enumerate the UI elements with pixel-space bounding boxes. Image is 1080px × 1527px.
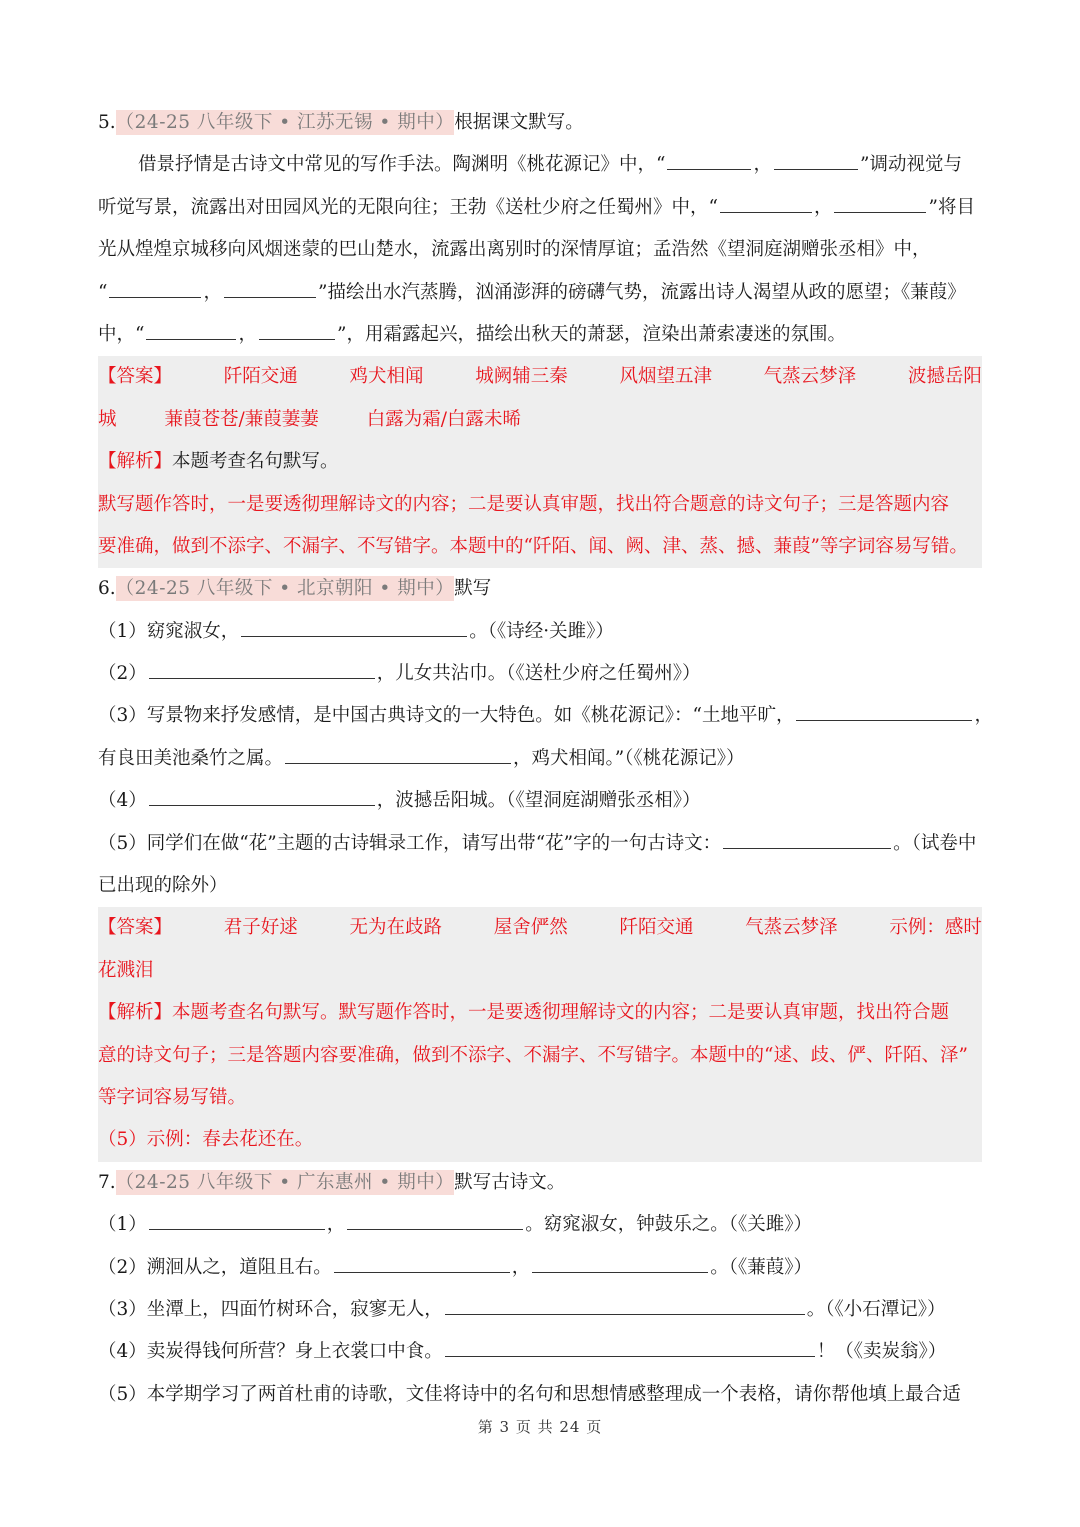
answer-item: 阡陌交通 — [619, 917, 694, 939]
answer-blank[interactable] — [285, 743, 511, 764]
answer-blank[interactable] — [149, 1209, 325, 1230]
answer-blank[interactable] — [347, 1209, 523, 1230]
answer-item: 白露为霜/白露未晞 — [366, 408, 521, 430]
q5-paragraph-line: 光从煌煌京城移向风烟迷蒙的巴山楚水，流露出离别时的深情厚谊；孟浩然《望洞庭湖赠张丞相》中， — [98, 239, 931, 261]
q7-item: （2）溯洄从之，道阻且右。 ， 。（《蒹葭》） — [98, 1247, 982, 1289]
q5-prompt: 根据课文默写。 — [454, 112, 584, 133]
answer-blank[interactable] — [723, 828, 891, 849]
q6-number: 6. — [98, 578, 116, 600]
answer-blank[interactable] — [259, 319, 335, 340]
answer-label: 【答案】 — [98, 366, 173, 388]
q6-item: （3）写景物来抒发感情，是中国古典诗文的一大特色。如《桃花源记》：“土地平旷， ， — [98, 695, 982, 737]
q5-answer-row — [98, 399, 982, 441]
q6-analysis: 【解析】本题考查名句默写。默写题作答时，一是要透彻理解诗文的内容；二是要认真审题，找出符合题 — [98, 1002, 950, 1024]
q6-item: （2） ，儿女共沾巾。（《送杜少府之任蜀州》） — [98, 653, 982, 695]
answer-blank[interactable] — [241, 616, 467, 637]
answer-blank[interactable] — [667, 149, 751, 170]
q6-prompt: 默写 — [454, 578, 492, 600]
answer-blank[interactable] — [149, 658, 375, 679]
exam-page — [98, 102, 993, 1416]
q7-item: （1） ， 。窈窕淑女，钟鼓乐之。（《关雎》） — [98, 1204, 982, 1246]
answer-item: 蒹葭苍苍/蒹葭萋萋 — [164, 408, 319, 430]
q5-paragraph-line: 听觉写景，流露出对田园风光的无限向往；王勃《送杜少府之任蜀州》中，“ ， ”将目 — [98, 187, 982, 229]
answer-blank[interactable] — [149, 785, 375, 806]
answer-item: 气蒸云梦泽 — [745, 917, 838, 939]
answer-blank[interactable] — [445, 1294, 805, 1315]
q6-item: （4） ，波撼岳阳城。（《望洞庭湖赠张丞相》） — [98, 780, 982, 822]
analysis-label: 【解析】 — [98, 451, 173, 473]
q5-analysis-text: 默写题作答时，一是要透彻理解诗文的内容；二是要认真审题，找出符合题意的诗文句子；三是答题内容 — [98, 493, 950, 515]
q6-answer-row: 花溅泪 — [98, 959, 154, 981]
q6-source-tag: （24-25 八年级下 • 北京朝阳 • 期中） — [115, 578, 455, 600]
q7-number: 7. — [98, 1171, 116, 1193]
answer-blank[interactable] — [109, 277, 201, 298]
answer-blank[interactable] — [445, 1336, 815, 1357]
q6-item: （5）同学们在做“花”主题的古诗辑录工作，请写出带“花”字的一句古诗文： 。（试卷中 — [98, 823, 982, 865]
q7-prompt: 默写古诗文。 — [454, 1171, 566, 1193]
answer-item: 阡陌交通 — [223, 366, 298, 388]
answer-blank[interactable] — [532, 1252, 708, 1273]
q6-item: 已出现的除外） — [98, 875, 228, 897]
q5-header — [98, 102, 982, 144]
answer-label: 【答案】 — [98, 917, 173, 939]
q5-paragraph-line: 借景抒情是古诗文中常见的写作手法。陶渊明《桃花源记》中，“ ， ”调动视觉与 — [98, 144, 982, 186]
answer-item: 屋舍俨然 — [493, 917, 568, 939]
q5-paragraph-line: 中，“ ， ”，用霜露起兴，描绘出秋天的萧瑟，渲染出萧索凄迷的氛围。 — [98, 314, 982, 356]
q6-analysis-text: 等字词容易写错。 — [98, 1086, 247, 1108]
q6-answer-block — [98, 907, 982, 1161]
answer-item: 城 — [98, 408, 117, 430]
answer-blank[interactable] — [834, 192, 926, 213]
answer-blank[interactable] — [796, 700, 972, 721]
q5-answer-row — [98, 356, 982, 398]
q5-analysis-text: 要准确，做到不添字、不漏字、不写错字。本题中的“阡陌、闻、阙、津、蒸、撼、蒹葭”等字词容易写错。 — [98, 535, 968, 557]
answer-item: 风烟望五津 — [619, 366, 712, 388]
answer-blank[interactable] — [334, 1252, 510, 1273]
q6-answer-row — [98, 907, 982, 949]
page-footer: 第 3 页 共 24 页 — [477, 1418, 603, 1436]
q6-header — [98, 568, 982, 610]
answer-item: 君子好逑 — [223, 917, 298, 939]
answer-item: 无为在歧路 — [349, 917, 442, 939]
answer-blank[interactable] — [146, 319, 236, 340]
answer-item: 气蒸云梦泽 — [763, 366, 857, 388]
q5-paragraph-line: “ ， ”描绘出水汽蒸腾，汹涌澎湃的磅礴气势，流露出诗人渴望从政的愿望；《蒹葭》 — [98, 272, 982, 314]
q6-analysis-text: 意的诗文句子；三是答题内容要准确，做到不添字、不漏字、不写错字。本题中的“逑、歧、俨、阡陌、泽” — [98, 1044, 968, 1066]
q7-item: （4）卖炭得钱何所营？身上衣裳口中食。 ！（《卖炭翁》） — [98, 1331, 982, 1373]
q5-source-tag: （24-25 八年级下 • 江苏无锡 • 期中） — [115, 112, 455, 133]
q7-item: （5）本学期学习了两首杜甫的诗歌，文佳将诗中的名句和思想情感整理成一个表格，请你帮他填上最合适 — [98, 1383, 961, 1405]
answer-item: 波撼岳阳 — [907, 366, 982, 388]
q7-header — [98, 1162, 982, 1204]
analysis-label: 【解析】 — [98, 1002, 173, 1024]
q5-number: 5. — [98, 112, 116, 133]
answer-item: 城阙辅三秦 — [475, 366, 568, 388]
q7-item: （3）坐潭上，四面竹树环合，寂寥无人， 。（《小石潭记》） — [98, 1289, 982, 1331]
answer-blank[interactable] — [774, 149, 858, 170]
answer-blank[interactable] — [720, 192, 812, 213]
q5-analysis: 【解析】本题考查名句默写。 — [98, 451, 339, 473]
answer-item: 示例：感时 — [889, 917, 982, 939]
answer-item: 鸡犬相闻 — [349, 366, 424, 388]
answer-blank[interactable] — [224, 277, 316, 298]
q5-answer-block — [98, 356, 982, 568]
q7-source-tag: （24-25 八年级下 • 广东惠州 • 期中） — [115, 1171, 455, 1193]
q6-analysis-text: （5）示例：春去花还在。 — [98, 1129, 314, 1151]
q6-item: （1）窈窕淑女， 。（《诗经·关雎》） — [98, 611, 982, 653]
q6-item: 有良田美池桑竹之属。 ，鸡犬相闻。”（《桃花源记》） — [98, 738, 982, 780]
